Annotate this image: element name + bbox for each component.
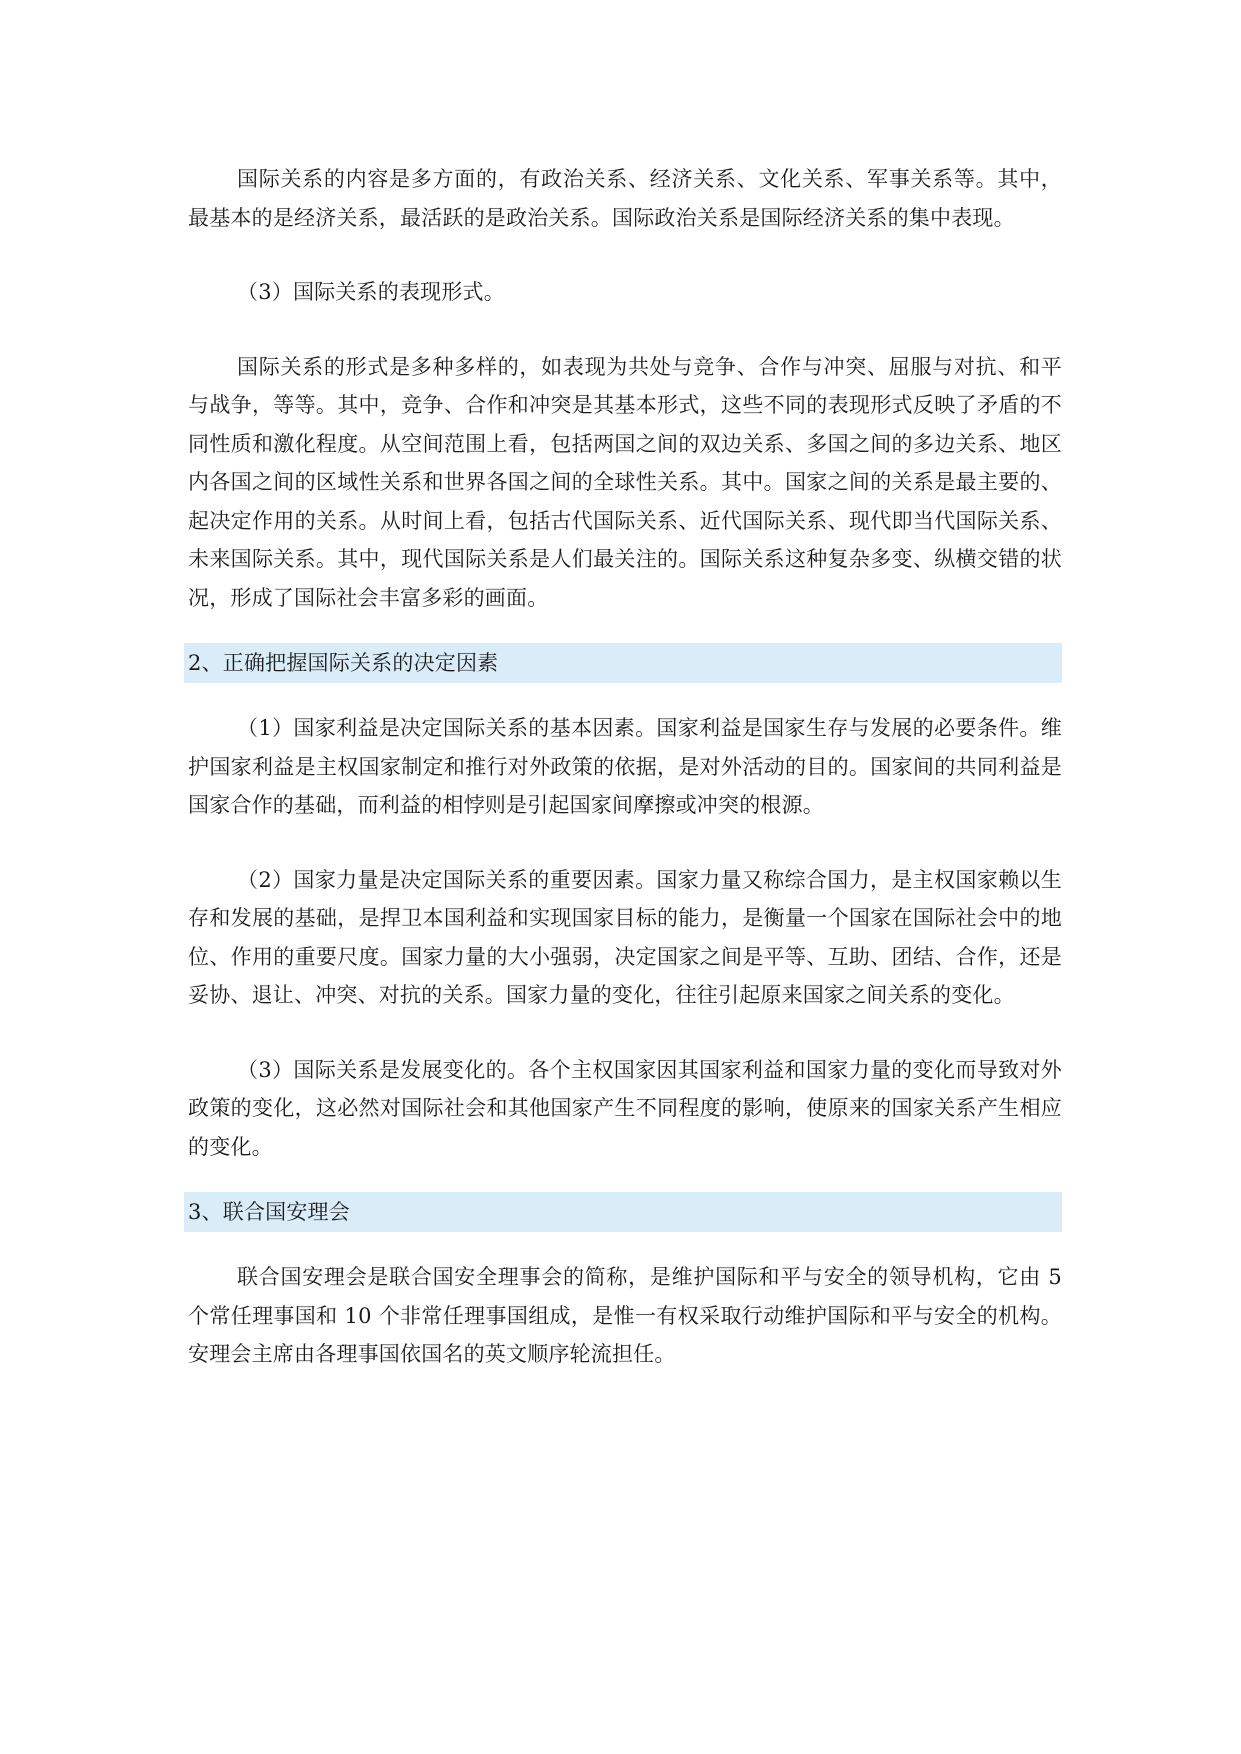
paragraph-international-relations-content: 国际关系的内容是多方面的，有政治关系、经济关系、文化关系、军事关系等。其中，最基本的是经济关系，最活跃的是政治关系。国际政治关系是国际经济关系的集中表现。 <box>188 167 1062 230</box>
section-heading-2: 2、正确把握国际关系的决定因素 <box>184 643 1062 683</box>
paragraph-forms-of-relations: 国际关系的形式是多种多样的，如表现为共处与竞争、合作与冲突、屈服与对抗、和平与战争，等等。其中，竞争、合作和冲突是其基本形式，这些不同的表现形式反映了矛盾的不同性质和激化程度。从空间范围上看，包括两国之间的双边关系、多国之间的多边关系、地区内各国之间的区域性关系和世界各国之间的全球性关系。其中。国家之间的关系是最主要的、起决定作用的关系。从时间上看，包括古代国际关系、近代国际关系、现代即当代国际关系、未来国际关系。其中，现代国际关系是人们最关注的。国际关系这种复杂多变、纵横交错的状况，形成了国际社会丰富多彩的画面。 <box>188 354 1062 610</box>
section-heading-3: 3、联合国安理会 <box>184 1192 1062 1232</box>
paragraph-forms-subheading: （3）国际关系的表现形式。 <box>237 280 505 304</box>
document-page <box>188 160 1062 1374</box>
paragraph-relations-evolve: （3）国际关系是发展变化的。各个主权国家因其国家利益和国家力量的变化而导致对外政策的变化，这必然对国际社会和其他国家产生不同程度的影响，使原来的国家关系产生相应的变化。 <box>188 1057 1062 1159</box>
paragraph-security-council: 联合国安理会是联合国安全理事会的简称，是维护国际和平与安全的领导机构，它由 5 个常任理事国和 10 个非常任理事国组成，是惟一有权采取行动维护国际和平与安全的机构。安理会主席由各理事国依国名的英文顺序轮流担任。 <box>188 1265 1062 1366</box>
paragraph-national-power: （2）国家力量是决定国际关系的重要因素。国家力量又称综合国力，是主权国家赖以生存和发展的基础，是捍卫本国利益和实现国家目标的能力，是衡量一个国家在国际社会中的地位、作用的重要尺度。国家力量的大小强弱，决定国家之间是平等、互助、团结、合作，还是妥协、退让、冲突、对抗的关系。国家力量的变化，往往引起原来国家之间关系的变化。 <box>188 867 1062 1007</box>
paragraph-national-interest: （1）国家利益是决定国际关系的基本因素。国家利益是国家生存与发展的必要条件。维护国家利益是主权国家制定和推行对外政策的依据，是对外活动的目的。国家间的共同利益是国家合作的基础，而利益的相悖则是引起国家间摩擦或冲突的根源。 <box>188 716 1062 817</box>
